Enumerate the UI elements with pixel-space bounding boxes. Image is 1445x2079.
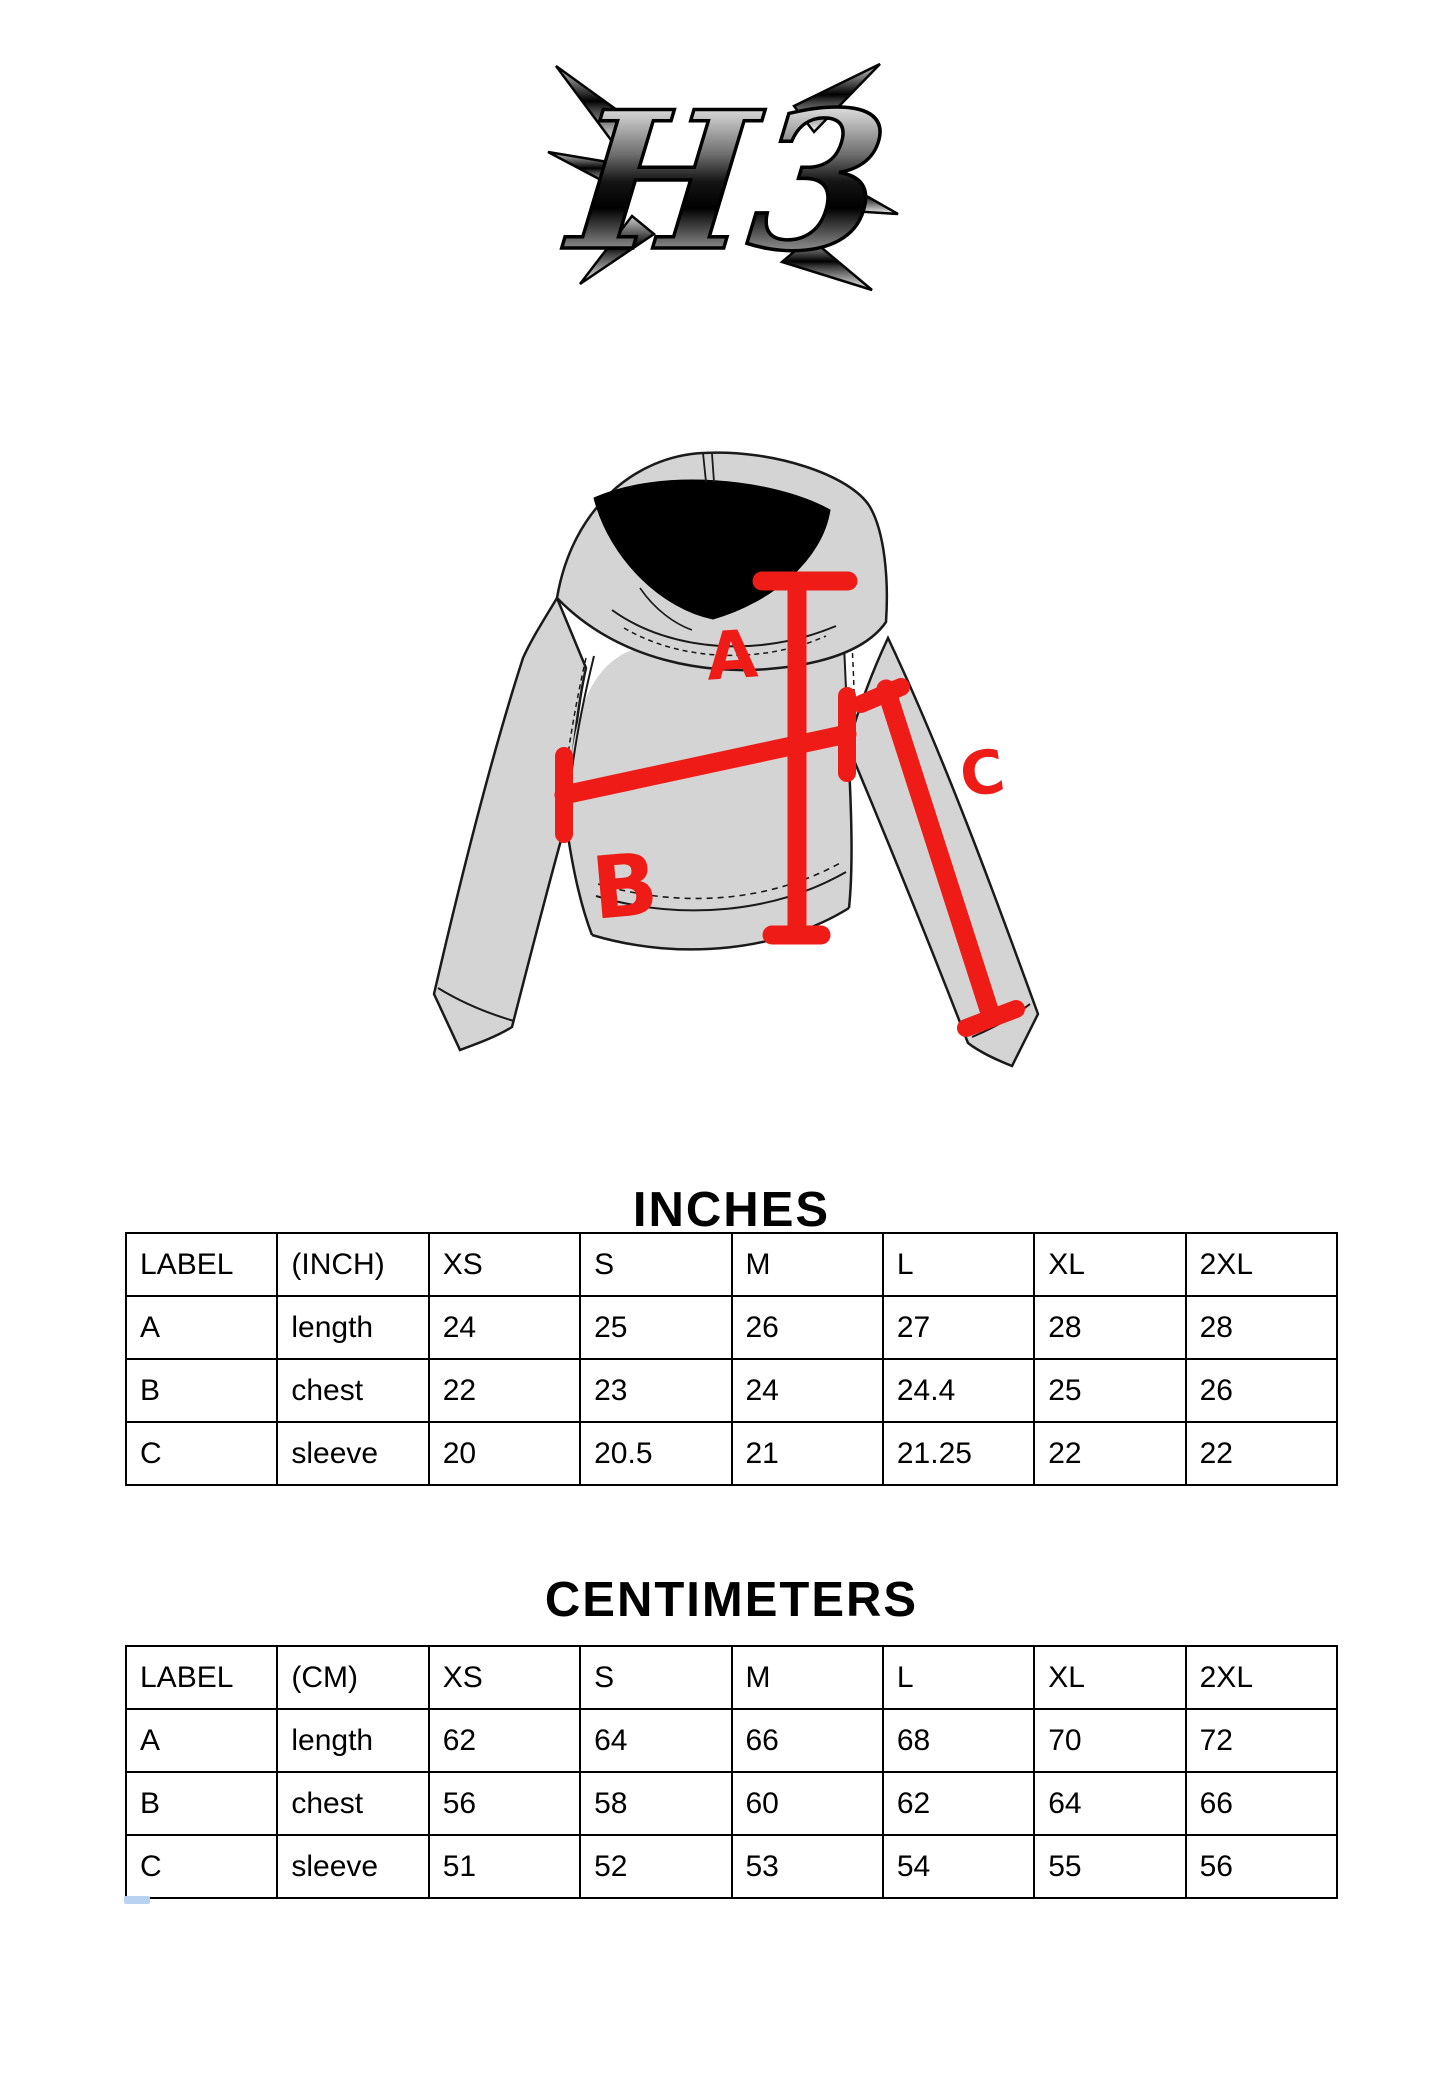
table-cell: 66 (1186, 1772, 1337, 1835)
table-cell: 66 (732, 1709, 883, 1772)
table-cell: 51 (429, 1835, 580, 1898)
table-cell: 56 (1186, 1835, 1337, 1898)
table-row (126, 1296, 1337, 1359)
table-cell: 52 (580, 1835, 731, 1898)
table-row (126, 1835, 1337, 1898)
header-cell: (CM) (277, 1646, 428, 1709)
hoodie-measurement-diagram (420, 438, 1080, 1078)
header-cell: LABEL (126, 1646, 277, 1709)
table-cell: 24 (429, 1296, 580, 1359)
table-cell: 28 (1186, 1296, 1337, 1359)
table-cell: 22 (429, 1359, 580, 1422)
table-cell: C (126, 1422, 277, 1485)
measure-label-a: A (703, 615, 760, 696)
table-row (126, 1709, 1337, 1772)
table-cell: 60 (732, 1772, 883, 1835)
table-cell: 64 (580, 1709, 731, 1772)
table-cell: 26 (1186, 1359, 1337, 1422)
table-cell: A (126, 1709, 277, 1772)
table-cell: 58 (580, 1772, 731, 1835)
table-cell: 62 (429, 1709, 580, 1772)
centimeters-size-table (125, 1645, 1338, 1899)
header-cell: 2XL (1186, 1233, 1337, 1296)
table-cell: 68 (883, 1709, 1034, 1772)
header-cell: (INCH) (277, 1233, 428, 1296)
header-cell: L (883, 1646, 1034, 1709)
table-cell: 25 (1034, 1359, 1185, 1422)
table-cell: length (277, 1709, 428, 1772)
header-cell: XL (1034, 1233, 1185, 1296)
table-cell: 24.4 (883, 1359, 1034, 1422)
header-cell: 2XL (1186, 1646, 1337, 1709)
table-cell: 26 (732, 1296, 883, 1359)
table-cell: 55 (1034, 1835, 1185, 1898)
table-cell: chest (277, 1359, 428, 1422)
inches-size-table (125, 1232, 1338, 1486)
header-cell: S (580, 1233, 731, 1296)
table-cell: 56 (429, 1772, 580, 1835)
table-cell: 22 (1186, 1422, 1337, 1485)
table-cell: 20 (429, 1422, 580, 1485)
table-header-row (126, 1646, 1337, 1709)
table-cell: chest (277, 1772, 428, 1835)
table-cell: C (126, 1835, 277, 1898)
brand-logo (542, 56, 902, 296)
table-cell: 28 (1034, 1296, 1185, 1359)
header-cell: XS (429, 1646, 580, 1709)
table-cell: sleeve (277, 1835, 428, 1898)
header-cell: XL (1034, 1646, 1185, 1709)
table-cell: 72 (1186, 1709, 1337, 1772)
hoodie-diagram-icon (420, 438, 1080, 1078)
table-cell: 53 (732, 1835, 883, 1898)
header-cell: S (580, 1646, 731, 1709)
table-cell: 21.25 (883, 1422, 1034, 1485)
table-cell: length (277, 1296, 428, 1359)
inches-section-title: INCHES (632, 1183, 831, 1237)
table-cell: 20.5 (580, 1422, 731, 1485)
header-cell: LABEL (126, 1233, 277, 1296)
table-cell: 70 (1034, 1709, 1185, 1772)
table-header-row (126, 1233, 1337, 1296)
table-cell: 22 (1034, 1422, 1185, 1485)
table-cell: sleeve (277, 1422, 428, 1485)
selection-artifact (124, 1896, 150, 1904)
table-cell: 21 (732, 1422, 883, 1485)
h3-logo-icon (542, 56, 902, 296)
table-row (126, 1772, 1337, 1835)
table-cell: B (126, 1772, 277, 1835)
header-cell: M (732, 1233, 883, 1296)
table-cell: 23 (580, 1359, 731, 1422)
measure-label-b: B (587, 834, 662, 940)
table-cell: 25 (580, 1296, 731, 1359)
measure-label-c: C (955, 736, 1010, 812)
table-cell: 24 (732, 1359, 883, 1422)
table-cell: 64 (1034, 1772, 1185, 1835)
logo-text: H3 (561, 69, 897, 293)
table-cell: A (126, 1296, 277, 1359)
table-row (126, 1422, 1337, 1485)
table-row (126, 1359, 1337, 1422)
header-cell: L (883, 1233, 1034, 1296)
table-cell: B (126, 1359, 277, 1422)
centimeters-section-title: CENTIMETERS (544, 1573, 919, 1627)
table-cell: 54 (883, 1835, 1034, 1898)
table-cell: 27 (883, 1296, 1034, 1359)
header-cell: M (732, 1646, 883, 1709)
table-cell: 62 (883, 1772, 1034, 1835)
header-cell: XS (429, 1233, 580, 1296)
